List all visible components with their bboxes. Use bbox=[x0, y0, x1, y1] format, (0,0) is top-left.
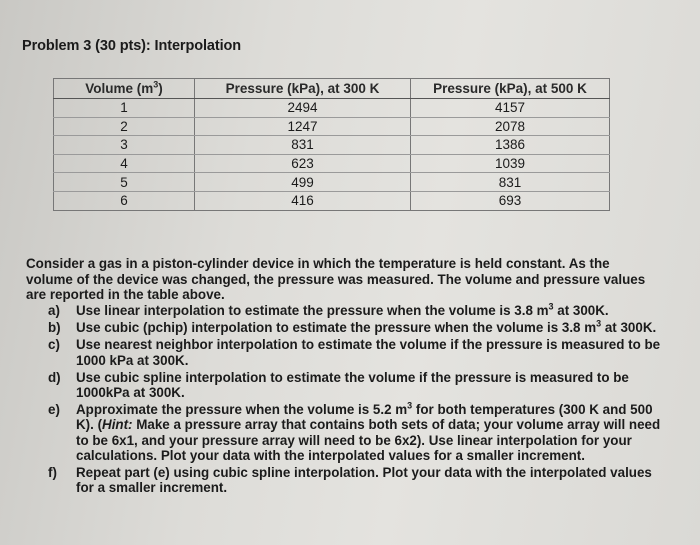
header-pressure-300: Pressure (kPa), at 300 K bbox=[195, 79, 411, 99]
table-row bbox=[54, 191, 610, 210]
task-text-part: Use cubic (pchip) interpolation to estimate the pressure when the volume is 3.8 m bbox=[76, 320, 597, 336]
task-list bbox=[48, 303, 666, 497]
superscript: 3 bbox=[548, 301, 554, 312]
cell-pressure-300: 2494 bbox=[195, 99, 411, 118]
task-marker: f) bbox=[48, 465, 57, 481]
cell-volume: 3 bbox=[54, 136, 195, 155]
task-text-part: at 300K. bbox=[601, 320, 657, 336]
task-text: Repeat part (e) using cubic spline interpolation. Plot your data with the interpolated values for a smaller increment. bbox=[76, 465, 652, 496]
task-marker: a) bbox=[48, 303, 60, 318]
task-text-part: Make a pressure array that contains both sets of data; your volume array will need to be 6x1, and your pressure array will need to be 6x2). Use linear interpolation for your calculations. Plot your data with the interpolated values for a smaller increment. bbox=[76, 417, 661, 463]
cell-pressure-300: 499 bbox=[195, 173, 411, 192]
task-marker: b) bbox=[48, 320, 61, 336]
task-marker: d) bbox=[48, 369, 61, 385]
task-item-c bbox=[48, 337, 666, 367]
cell-pressure-500: 1386 bbox=[411, 136, 610, 155]
task-marker: c) bbox=[48, 337, 60, 353]
cell-pressure-500: 2078 bbox=[411, 117, 610, 136]
cell-volume: 5 bbox=[54, 173, 195, 192]
table-row bbox=[54, 99, 610, 118]
data-table bbox=[53, 78, 610, 211]
task-item-f bbox=[48, 465, 666, 495]
cell-pressure-300: 1247 bbox=[195, 117, 411, 136]
problem-title: Problem 3 (30 pts): Interpolation bbox=[22, 38, 242, 54]
task-text bbox=[76, 303, 666, 318]
task-item-b bbox=[48, 320, 666, 335]
superscript: 3 bbox=[407, 400, 413, 411]
task-item-a bbox=[48, 303, 666, 318]
table-header-row bbox=[54, 79, 610, 99]
problem-intro: Consider a gas in a piston-cylinder device in which the temperature is held constant. As the volume of the device was changed, the pressure was measured. The volume and pressure values are reported in the table above. bbox=[26, 256, 646, 302]
hint-label: Hint: bbox=[102, 417, 133, 433]
task-marker: e) bbox=[48, 402, 60, 418]
cell-pressure-300: 831 bbox=[195, 136, 411, 155]
table-row bbox=[54, 154, 610, 173]
task-item-e bbox=[48, 402, 666, 463]
task-item-d bbox=[48, 370, 666, 400]
cell-pressure-500: 1039 bbox=[411, 154, 610, 173]
task-text: Use cubic spline interpolation to estimate the volume if the pressure is measured to be 1000kPa at 300K. bbox=[76, 369, 629, 401]
cell-volume: 6 bbox=[54, 191, 195, 210]
task-text bbox=[76, 402, 666, 463]
cell-pressure-500: 693 bbox=[411, 191, 610, 210]
header-volume-close: ) bbox=[158, 81, 163, 96]
cell-volume: 1 bbox=[54, 99, 195, 118]
header-volume-sup: 3 bbox=[153, 79, 159, 90]
task-text-part: Use linear interpolation to estimate the pressure when the volume is 3.8 m bbox=[76, 303, 549, 318]
cell-volume: 2 bbox=[54, 117, 195, 136]
table-row bbox=[54, 117, 610, 136]
cell-pressure-300: 416 bbox=[195, 191, 411, 210]
table-row bbox=[54, 136, 610, 155]
header-volume-text: Volume (m bbox=[85, 81, 154, 96]
header-pressure-500: Pressure (kPa), at 500 K bbox=[411, 79, 610, 99]
cell-pressure-500: 4157 bbox=[411, 99, 610, 118]
cell-pressure-500: 831 bbox=[411, 173, 610, 192]
task-text bbox=[76, 320, 666, 335]
task-text-part: at 300K. bbox=[553, 303, 609, 318]
superscript: 3 bbox=[596, 318, 602, 329]
header-volume bbox=[54, 79, 195, 99]
cell-pressure-300: 623 bbox=[195, 154, 411, 173]
task-text-part: for both temperatures (300 K and 500 K). ( bbox=[76, 402, 653, 433]
task-text: Use nearest neighbor interpolation to estimate the volume if the pressure is measured to be 1000 kPa at 300K. bbox=[76, 337, 661, 368]
task-text-part: Approximate the pressure when the volume is 5.2 m bbox=[76, 402, 408, 418]
cell-volume: 4 bbox=[54, 154, 195, 173]
table-row bbox=[54, 173, 610, 192]
